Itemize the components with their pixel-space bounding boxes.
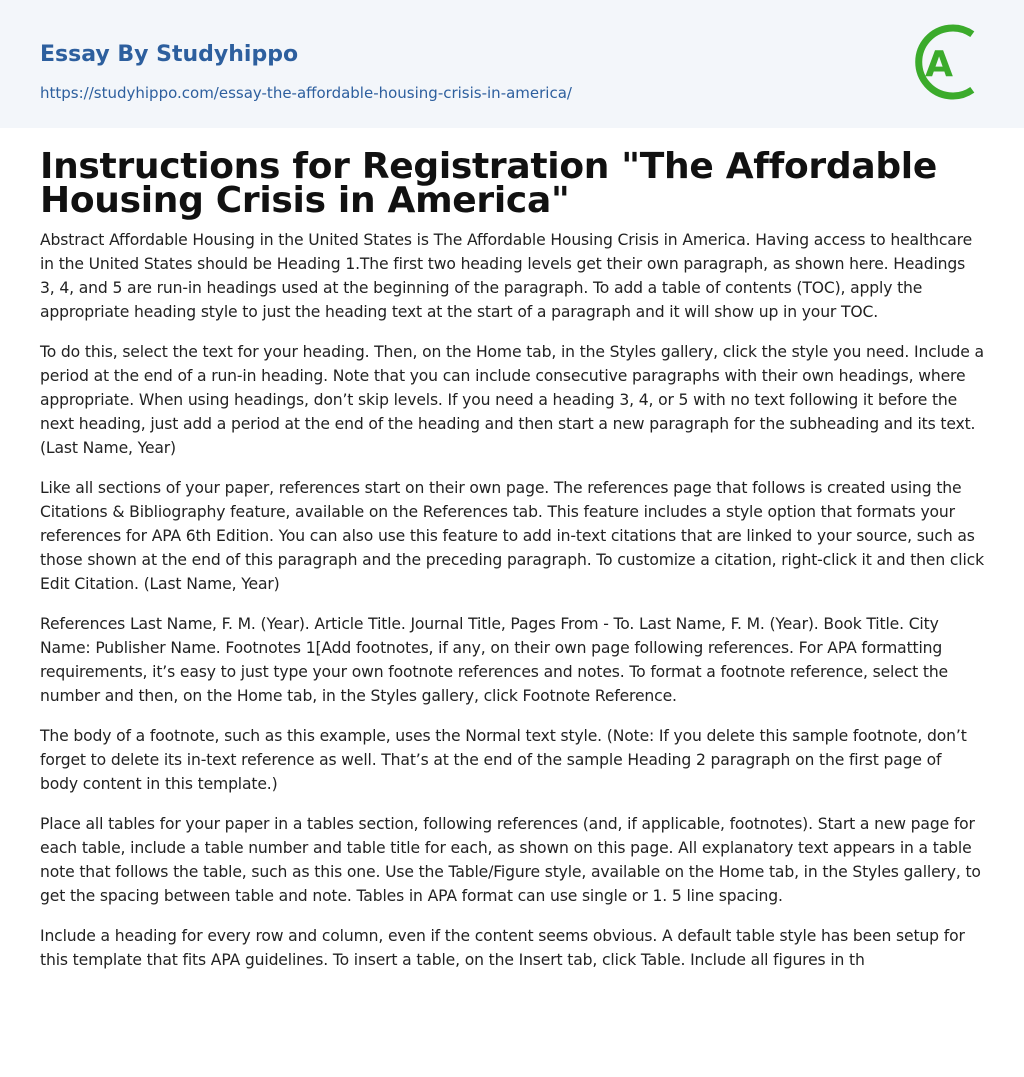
studyhippo-logo-icon[interactable] [912,20,986,104]
paragraph: Place all tables for your paper in a tables section, following references (and, if applicable, footnotes). Start a new page for each table, include a table number and table title for each, as shown on this page. All explanatory text appears in a table note that follows the table, such as this one. Use the Table/Figure style, available on the Home tab, in the Styles gallery, to get the spacing between table and note. Tables in APA format can use single or 1. 5 line spacing. [40,815,981,905]
brand-title[interactable]: Essay By Studyhippo [40,42,299,67]
page-title: Instructions for Registration "The Affordable Housing Crisis in America" [40,146,937,221]
paragraph: The body of a footnote, such as this example, uses the Normal text style. (Note: If you delete this sample footnote, don’t forget to delete its in-text reference as well. That’s at the end of the sample Heading 2 paragraph on the first page of body content in this template.) [40,727,967,793]
paragraph: Include a heading for every row and column, even if the content seems obvious. A default table style has been setup for this template that fits APA guidelines. To insert a table, on the Insert tab, click Table. Include all figures in th [40,927,965,969]
logo-letter: A [925,44,953,85]
paragraph: Abstract Affordable Housing in the United States is The Affordable Housing Crisis in America. Having access to healthcare in the United States should be Heading 1.The first two heading levels get their own paragraph, as shown here. Headings 3, 4, and 5 are run-in headings used at the beginning of the paragraph. To add a table of contents (TOC), apply the appropriate heading style to just the heading text at the start of a paragraph and it will show up in your TOC. [40,231,973,321]
paragraph: Like all sections of your paper, references start on their own page. The references page that follows is created using the Citations & Bibliography feature, available on the References tab. This feature includes a style option that formats your references for APA 6th Edition. You can also use this feature to add in-text citations that are linked to your source, such as those shown at the end of this paragraph and the preceding paragraph. To customize a citation, right-click it and then click Edit Citation. (Last Name, Year) [40,479,984,593]
paragraph: References Last Name, F. M. (Year). Article Title. Journal Title, Pages From - To. Last Name, F. M. (Year). Book Title. City Name: Publisher Name. Footnotes 1[Add footnotes, if any, on their own page following references. For APA formatting requirements, it’s easy to just type your own footnote references and notes. To format a footnote reference, select the number and then, on the Home tab, in the Styles gallery, click Footnote Reference. [40,615,948,705]
article-body [0,128,1024,972]
site-header [0,0,1024,128]
paragraph: To do this, select the text for your heading. Then, on the Home tab, in the Styles gallery, click the style you need. Include a period at the end of a run-in heading. Note that you can include consecutive paragraphs with their own headings, where appropriate. When using headings, don’t skip levels. If you need a heading 3, 4, or 5 with no text following it before the next heading, just add a period at the end of the heading and then start a new paragraph for the subheading and its text. (Last Name, Year) [40,343,984,457]
source-url-link[interactable]: https://studyhippo.com/essay-the-affordable-housing-crisis-in-america/ [40,84,572,102]
